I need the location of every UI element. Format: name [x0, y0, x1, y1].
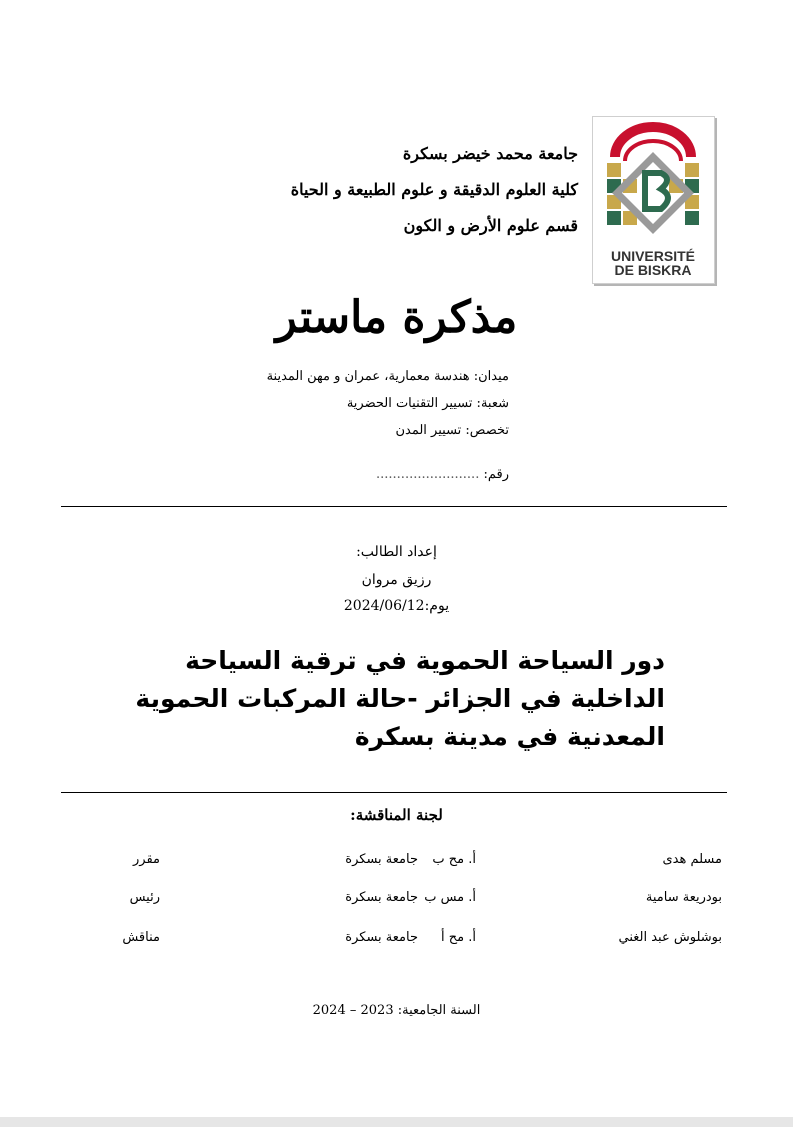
field-line: ميدان: هندسة معمارية، عمران و مهن المدينة [266, 369, 509, 384]
number-line [376, 467, 509, 482]
student-name: رزيق مروان [361, 572, 432, 588]
jury-member-name: بوشلوش عبد الغني [618, 930, 722, 945]
jury-member-role: رئيس [129, 890, 160, 905]
document-type-title: مذكرة ماستر [275, 292, 518, 343]
jury-title: لجنة المناقشة: [350, 806, 443, 824]
university-name: جامعة محمد خيضر بسكرة [402, 144, 578, 163]
faculty-name: كلية العلوم الدقيقة و علوم الطبيعة و الحياة [290, 180, 578, 199]
jury-member-rank: أ. مح أ [441, 930, 476, 945]
university-emblem-icon [593, 117, 714, 283]
department-name: قسم علوم الأرض و الكون [403, 216, 578, 235]
jury-member-role: مقرر [133, 852, 160, 867]
number-value: ......................... [376, 467, 480, 482]
jury-member-role: مناقش [122, 930, 160, 945]
logo-text-line2: DE BISKRA [614, 262, 692, 278]
divider-top [61, 506, 727, 507]
specialty-line: تخصص: تسيير المدن [395, 423, 509, 438]
logo-text-line1: UNIVERSITÉ [610, 248, 696, 264]
jury-member-university: جامعة بسكرة [345, 930, 418, 945]
divider-bottom [61, 792, 727, 793]
thesis-title: دور السياحة الحموية في ترقية السياحة الداخلية في الجزائر -حالة المركبات الحموية المعدنية في مدينة بسكرة [135, 646, 665, 751]
jury-member-rank: أ. مس ب [424, 890, 476, 905]
jury-member-university: جامعة بسكرة [345, 852, 418, 867]
jury-member-name: بودريعة سامية [645, 890, 722, 905]
jury-member-name: مسلم هدى [662, 852, 722, 867]
jury-member-row [61, 930, 722, 952]
academic-year: السنة الجامعية: 2023 – 2024 [312, 1003, 481, 1018]
jury-member-rank: أ. مح ب [432, 852, 476, 867]
prepared-by-label: إعداد الطالب: [356, 544, 437, 560]
jury-member-university: جامعة بسكرة [345, 890, 418, 905]
branch-line: شعبة: تسيير التقنيات الحضرية [346, 396, 509, 411]
page-bottom-band [0, 1117, 793, 1127]
number-label: رقم: [483, 467, 509, 482]
jury-member-row [61, 890, 722, 912]
university-logo [592, 116, 715, 284]
jury-member-row [61, 852, 722, 874]
defense-date: يوم:2024/06/12 [343, 598, 450, 614]
